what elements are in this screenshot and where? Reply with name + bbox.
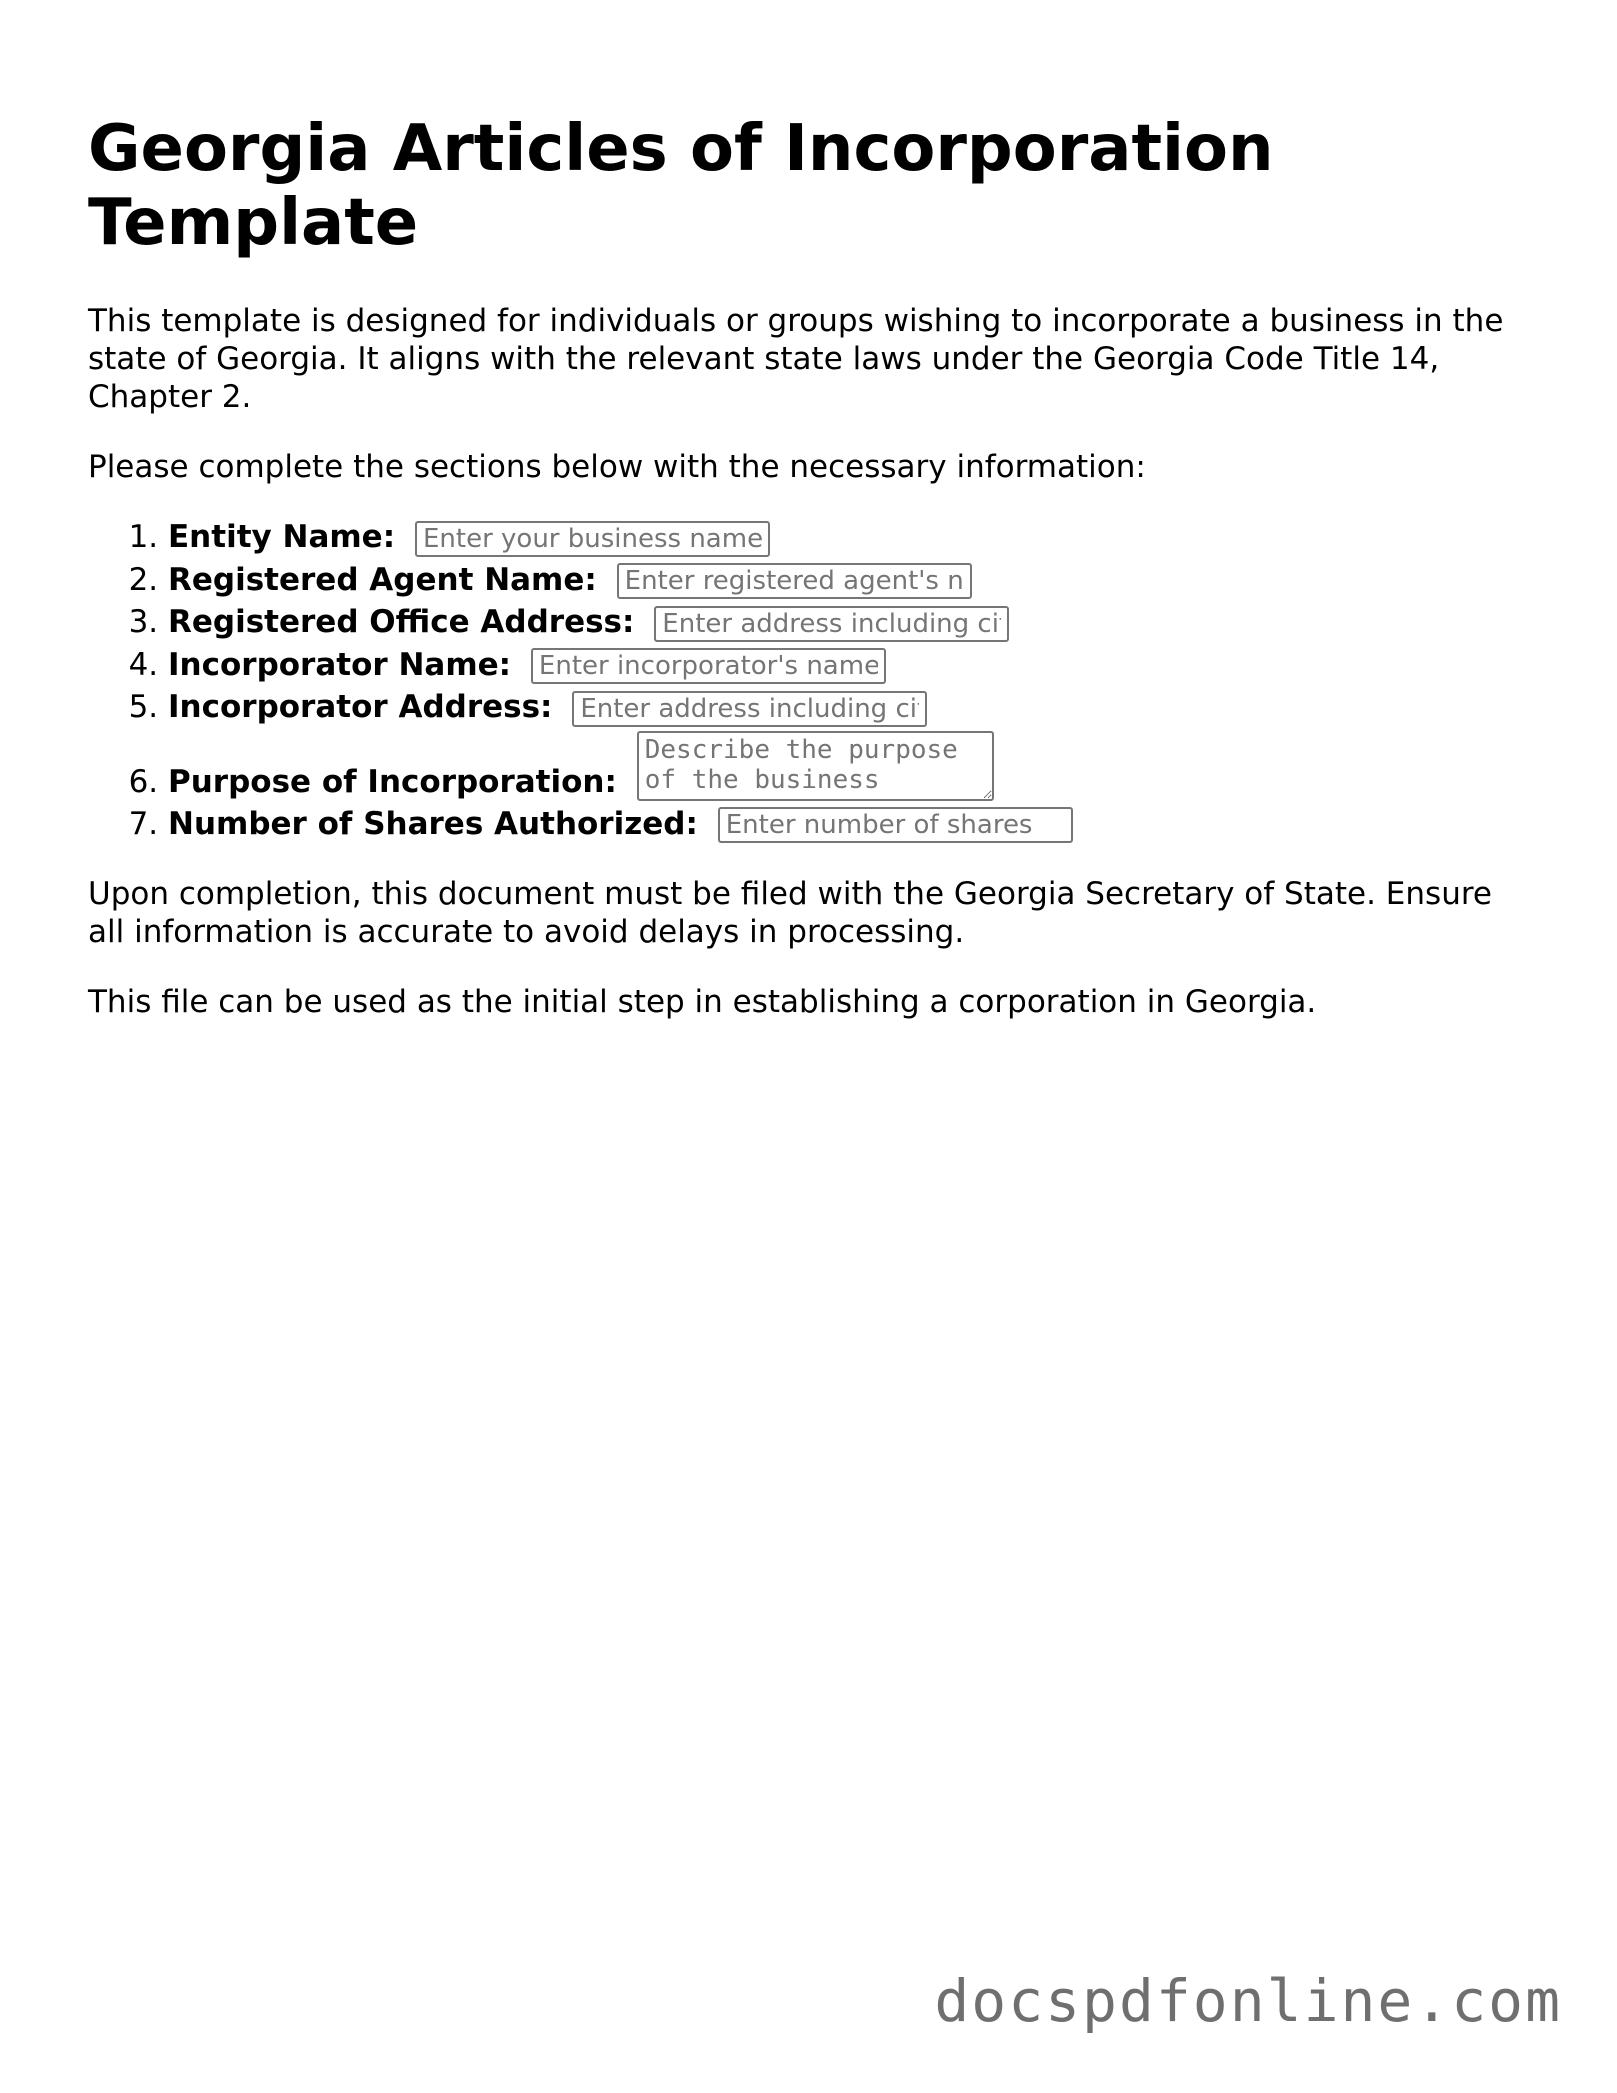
incorporator-name-label: Incorporator Name: bbox=[168, 646, 512, 683]
entity-name-label: Entity Name: bbox=[168, 519, 396, 555]
list-item-incorporator-address bbox=[168, 688, 1538, 727]
registered-office-address-input[interactable] bbox=[654, 606, 1009, 642]
purpose-of-incorporation-textarea[interactable] bbox=[637, 731, 994, 801]
page-title: Georgia Articles of Incorporation Template bbox=[88, 112, 1274, 260]
incorporator-address-label: Incorporator Address: bbox=[168, 689, 553, 725]
entity-name-input[interactable] bbox=[415, 521, 770, 557]
registered-agent-name-input[interactable] bbox=[617, 563, 972, 599]
list-item-purpose-of-incorporation bbox=[168, 731, 1538, 801]
number-of-shares-label: Number of Shares Authorized: bbox=[168, 805, 698, 842]
incorporator-address-input[interactable] bbox=[572, 691, 927, 727]
document-page bbox=[88, 112, 1538, 1021]
registered-agent-name-label: Registered Agent Name: bbox=[168, 561, 597, 598]
list-item-registered-office-address bbox=[168, 603, 1538, 642]
closing-paragraph: This file can be used as the initial step in establishing a corporation in Georgia. bbox=[88, 984, 1317, 1020]
purpose-of-incorporation-label: Purpose of Incorporation: bbox=[168, 763, 617, 800]
list-item-registered-agent-name bbox=[168, 561, 1538, 600]
list-item-number-of-shares bbox=[168, 805, 1538, 844]
incorporator-name-input[interactable] bbox=[531, 648, 886, 684]
instructions-paragraph: Please complete the sections below with the necessary information: bbox=[88, 449, 1146, 485]
registered-office-address-label: Registered Office Address: bbox=[168, 604, 635, 640]
watermark-text: docspdfonline.com bbox=[934, 1967, 1562, 2035]
filing-note-paragraph: Upon completion, this document must be filed with the Georgia Secretary of State. Ensure all information is accurate to avoid delays in processing. bbox=[88, 876, 1492, 950]
list-item-entity-name bbox=[168, 518, 1538, 557]
intro-paragraph: This template is designed for individuals or groups wishing to incorporate a business in the state of Georgia. It aligns with the relevant state laws under the Georgia Code Title 14, Chapter 2. bbox=[88, 303, 1504, 415]
number-of-shares-input[interactable] bbox=[718, 807, 1073, 843]
list-item-incorporator-name bbox=[168, 646, 1538, 685]
form-fields-list bbox=[88, 518, 1538, 843]
